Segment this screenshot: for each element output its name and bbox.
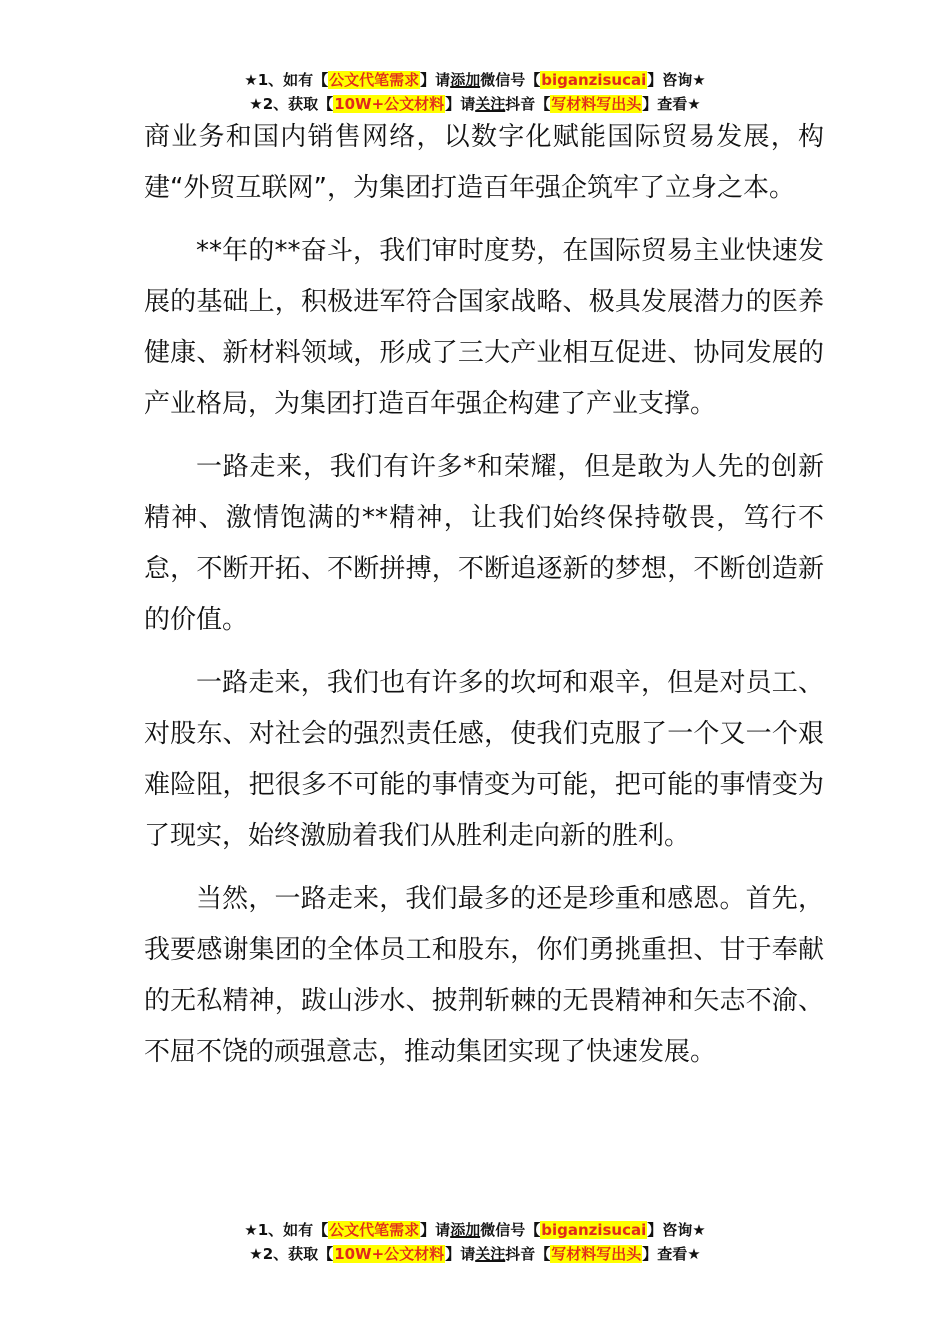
banner-text: ★1、如有【	[244, 71, 329, 89]
highlight-douyin-id: 写材料写出头	[551, 1245, 642, 1263]
banner-text: 】请	[445, 95, 476, 113]
banner-text: 】请	[420, 1221, 451, 1239]
document-body	[144, 112, 824, 1078]
highlight-wechat-id: biganzisucai	[541, 71, 647, 89]
banner-text: ★1、如有【	[244, 1221, 329, 1239]
banner-text: 】请	[445, 1245, 476, 1263]
banner-text: 微信号【	[480, 1221, 541, 1239]
paragraph-5: 当然，一路走来，我们最多的还是珍重和感恩。首先，我要感谢集团的全体员工和股东，你们勇挑重担、甘于奉献的无私精神，跋山涉水、披荆斩棘的无畏精神和矢志不渝、不屈不饶的顽强意志，推动集团实现了快速发展。	[144, 884, 824, 1067]
top-banner	[0, 68, 950, 116]
highlight-service: 公文代笔需求	[329, 1221, 420, 1239]
banner-text: 】查看★	[642, 1245, 701, 1263]
banner-text: 】查看★	[642, 95, 701, 113]
paragraph-3: 一路走来，我们有许多*和荣耀，但是敢为人先的创新精神、激情饱满的**精神，让我们始终保持敬畏，笃行不怠，不断开拓、不断拼搏，不断追逐新的梦想，不断创造新的价值。	[144, 452, 824, 635]
banner-emphasis: 关注	[475, 95, 506, 113]
banner-line-1	[0, 1218, 950, 1242]
banner-line-2	[0, 1242, 950, 1266]
paragraph-4: 一路走来，我们也有许多的坎坷和艰辛，但是对员工、对股东、对社会的强烈责任感，使我们克服了一个又一个艰难险阻，把很多不可能的事情变为可能，把可能的事情变为了现实，始终激励着我们从胜利走向新的胜利。	[144, 668, 824, 851]
banner-text: ★2、获取【	[249, 1245, 334, 1263]
banner-emphasis: 添加	[450, 71, 481, 89]
highlight-materials: 10W+公文材料	[334, 1245, 445, 1263]
banner-text: ★2、获取【	[249, 95, 334, 113]
paragraph-1: 商业务和国内销售网络，以数字化赋能国际贸易发展，构建“外贸互联网”，为集团打造百年强企筑牢了立身之本。	[144, 122, 824, 203]
highlight-douyin-id: 写材料写出头	[551, 95, 642, 113]
highlight-service: 公文代笔需求	[329, 71, 420, 89]
banner-text: 抖音【	[505, 95, 551, 113]
banner-emphasis: 添加	[450, 1221, 481, 1239]
highlight-wechat-id: biganzisucai	[541, 1221, 647, 1239]
bottom-banner	[0, 1218, 950, 1266]
banner-text: 】请	[420, 71, 451, 89]
paragraph-2: **年的**奋斗，我们审时度势，在国际贸易主业快速发展的基础上，积极进军符合国家战略、极具发展潜力的医养健康、新材料领域，形成了三大产业相互促进、协同发展的产业格局，为集团打造百年强企构建了产业支撑。	[144, 236, 824, 419]
banner-emphasis: 关注	[475, 1245, 506, 1263]
banner-text: 】咨询★	[647, 1221, 706, 1239]
banner-text: 抖音【	[505, 1245, 551, 1263]
banner-text: 】咨询★	[647, 71, 706, 89]
banner-text: 微信号【	[480, 71, 541, 89]
highlight-materials: 10W+公文材料	[334, 95, 445, 113]
banner-line-1	[0, 68, 950, 92]
